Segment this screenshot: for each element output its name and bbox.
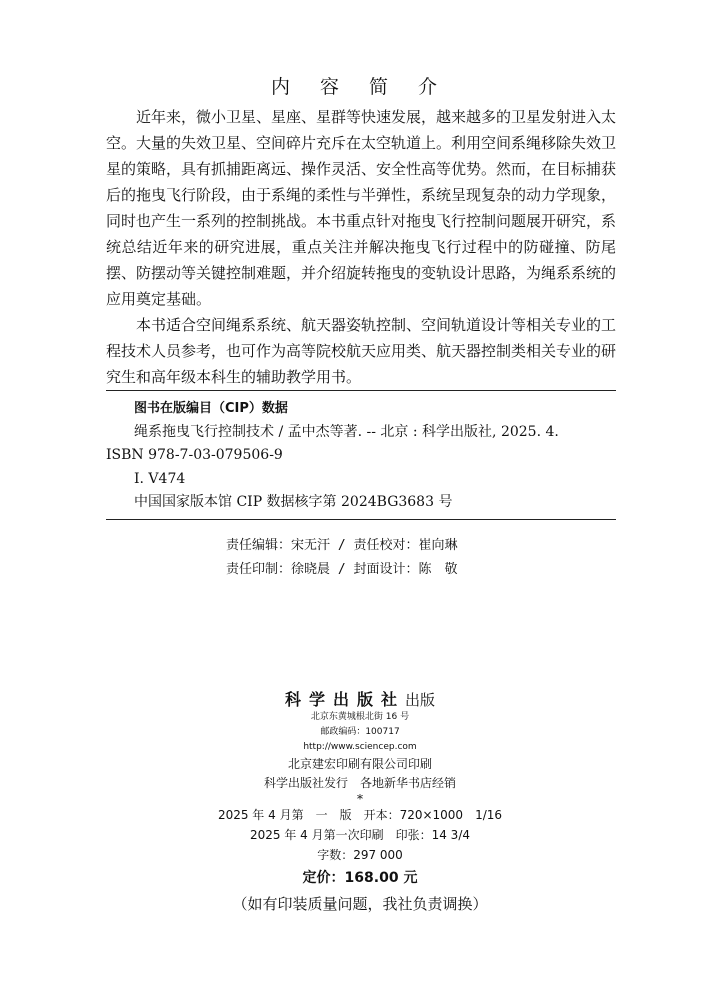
cip-book-line: 绳系拖曳飞行控制技术 / 孟中杰等著. -- 北京 : 科学出版社, 2025. 4. — [134, 423, 559, 440]
separator-star: * — [357, 792, 363, 806]
cip-record: 中国国家版本馆 CIP 数据核字第 2024BG3683 号 — [134, 494, 453, 510]
cip-block — [106, 390, 616, 520]
introduction-text — [106, 104, 616, 390]
cip-classification: Ⅰ. V474 — [134, 470, 186, 487]
quality-note: （如有印装质量问题，我社负责调换） — [232, 895, 488, 913]
publisher-postcode: 邮政编码：100717 — [320, 727, 400, 737]
cip-heading: 图书在版编目（CIP）数据 — [134, 401, 288, 416]
intro-paragraph-1: 近年来，微小卫星、星座、星群等快速发展，越来越多的卫星发射进入太空。大量的失效卫星、空间碎片充斥在太空轨道上。利用空间系绳移除失效卫星的策略，具有抓捕距离远、操作灵活、安全性高等优势。然而，在目标捕获后的拖曳飞行阶段，由于系绳的柔性与半弹性，系统呈现复杂的动力学现象，同时也产生一系列的控制挑战。本书重点针对拖曳飞行控制问题展开研究，系统总结近年来的研究进展，重点关注并解决拖曳飞行过程中的防碰撞、防尾摆、防摆动等关键控制难题，并介绍旋转拖曳的变轨设计思路，为绳系系统的应用奠定基础。 — [106, 108, 617, 308]
staff-line-1: 责任编辑：宋无汗 / 责任校对：崔向琳 — [226, 538, 458, 553]
page-title: 内 容 简 介 — [270, 76, 450, 98]
printing-line: 2025 年 4 月第一次印刷 印张：14 3/4 — [249, 828, 470, 842]
word-count: 字数：297 000 — [317, 848, 403, 862]
edition-line: 2025 年 4 月第 一 版 开本：720×1000 1/16 — [217, 808, 503, 822]
cip-isbn: ISBN 978-7-03-079506-9 — [106, 447, 283, 463]
staff-credits — [226, 534, 457, 582]
publisher-address: 北京东黄城根北街 16 号 — [310, 712, 410, 722]
price: 定价：168.00 元 — [302, 870, 418, 886]
publisher-logo: 科学出版社 — [284, 690, 405, 709]
staff-line-2: 责任印制：徐晓晨 / 封面设计：陈 敬 — [226, 562, 458, 577]
intro-paragraph-2: 本书适合空间绳系系统、航天器姿轨控制、空间轨道设计等相关专业的工程技术人员参考，也可作为高等院校航天应用类、航天器控制类相关专业的研究生和高年级本科生的辅助教学用书。 — [106, 316, 617, 386]
colophon — [0, 690, 720, 917]
printer-line: 北京建宏印刷有限公司印刷 — [287, 757, 432, 771]
distribution-line: 科学出版社发行 各地新华书店经销 — [263, 776, 456, 790]
publisher-suffix: 出版 — [405, 691, 436, 709]
publisher-website: http://www.sciencep.com — [303, 742, 417, 752]
publisher-line — [0, 690, 720, 710]
